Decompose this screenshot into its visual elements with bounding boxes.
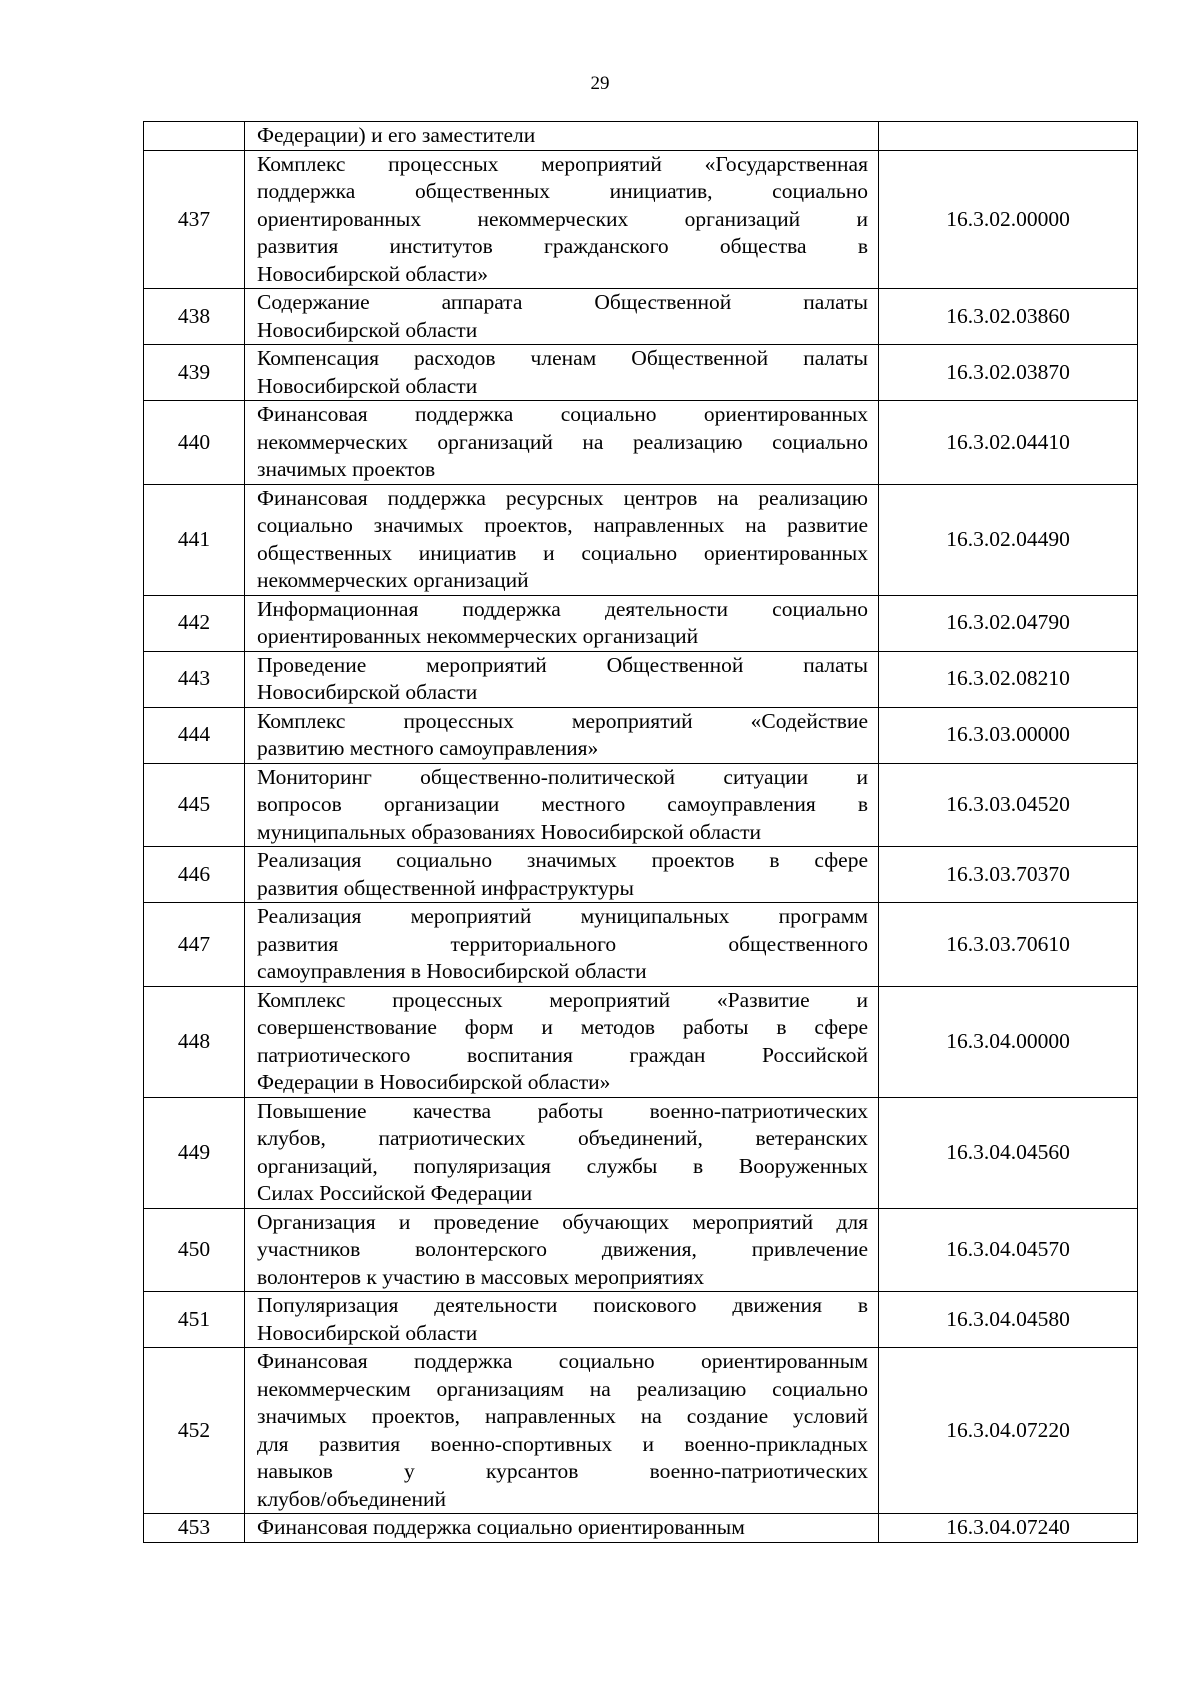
item-name-cell <box>245 651 879 707</box>
item-name-line: Реализация социально значимых проектов в сфере <box>257 848 868 872</box>
item-name-line: Новосибирской области <box>257 317 478 342</box>
row-number-cell: 447 <box>144 903 245 987</box>
item-name-line: Новосибирской области» <box>257 261 488 286</box>
table-row <box>144 651 1138 707</box>
row-number-cell: 446 <box>144 847 245 903</box>
table-row <box>144 289 1138 345</box>
item-name-line: Мониторинг общественно-политической ситуации и <box>257 764 868 789</box>
table-row <box>144 484 1138 595</box>
item-name-cell <box>245 122 879 151</box>
item-name-cell <box>245 401 879 485</box>
item-name-cell <box>245 484 879 595</box>
item-name-line: навыков у курсантов военно-патриотических <box>257 1459 868 1483</box>
row-number-cell: 445 <box>144 763 245 847</box>
item-name-line: совершенствование форм и методов работы в сфере <box>257 1015 868 1039</box>
item-name-line: Федерации) и его заместители <box>257 123 536 147</box>
budget-code-cell: 16.3.02.04490 <box>879 484 1138 595</box>
item-name-line: самоуправления в Новосибирской области <box>257 959 647 983</box>
budget-code-cell: 16.3.04.00000 <box>879 986 1138 1097</box>
item-name-line: муниципальных образованиях Новосибирской области <box>257 819 761 844</box>
item-name-line: Финансовая поддержка ресурсных центров на реализацию <box>257 485 868 510</box>
row-number-cell: 442 <box>144 595 245 651</box>
budget-code-cell: 16.3.02.00000 <box>879 150 1138 289</box>
item-name-line: некоммерческим организациям на реализацию социально <box>257 1376 868 1401</box>
item-name-line: Комплекс процессных мероприятий «Развитие и <box>257 987 868 1012</box>
row-number-cell <box>144 122 245 151</box>
item-name-line: Финансовая поддержка социально ориентированным <box>257 1515 745 1539</box>
table-row <box>144 122 1138 151</box>
budget-code-cell: 16.3.03.70610 <box>879 903 1138 987</box>
page-number: 29 <box>590 73 610 94</box>
row-number-cell: 444 <box>144 707 245 763</box>
row-number-cell: 452 <box>144 1348 245 1514</box>
budget-code-cell: 16.3.02.08210 <box>879 651 1138 707</box>
item-name-line: Популяризация деятельности поискового движения в <box>257 1293 868 1317</box>
table-row <box>144 345 1138 401</box>
item-name-cell <box>245 595 879 651</box>
item-name-line: Финансовая поддержка социально ориентированным <box>257 1349 868 1373</box>
table-row <box>144 401 1138 485</box>
item-name-line: Реализация мероприятий муниципальных программ <box>257 904 868 928</box>
table-row <box>144 763 1138 847</box>
item-name-line: значимых проектов, направленных на создание условий <box>257 1404 868 1428</box>
item-name-line: клубов/объединений <box>257 1486 446 1511</box>
item-name-line: Новосибирской области <box>257 1320 478 1345</box>
item-name-cell <box>245 345 879 401</box>
row-number-cell: 440 <box>144 401 245 485</box>
item-name-cell <box>245 1514 879 1543</box>
item-name-cell <box>245 1097 879 1208</box>
table-row <box>144 1348 1138 1514</box>
item-name-line: клубов, патриотических объединений, ветеранских <box>257 1126 868 1150</box>
item-name-line: Комплекс процессных мероприятий «Содействие <box>257 708 868 733</box>
table-row <box>144 1097 1138 1208</box>
item-name-line: развитию местного самоуправления» <box>257 736 599 760</box>
table-row <box>144 1208 1138 1292</box>
budget-code-cell: 16.3.03.04520 <box>879 763 1138 847</box>
item-name-line: Комплекс процессных мероприятий «Государственная <box>257 151 868 176</box>
item-name-line: развития общественной инфраструктуры <box>257 875 634 900</box>
item-name-line: Новосибирской области <box>257 680 478 704</box>
budget-code-cell: 16.3.04.04570 <box>879 1208 1138 1292</box>
item-name-line: организаций, популяризация службы в Вооруженных <box>257 1153 868 1178</box>
item-name-line: социально значимых проектов, направленных на развитие <box>257 513 868 537</box>
item-name-line: Проведение мероприятий Общественной палаты <box>257 652 868 677</box>
item-name-line: вопросов организации местного самоуправления в <box>257 792 868 816</box>
item-name-cell <box>245 847 879 903</box>
budget-code-cell: 16.3.03.70370 <box>879 847 1138 903</box>
budget-code-cell: 16.3.04.07240 <box>879 1514 1138 1543</box>
item-name-line: Финансовая поддержка социально ориентированных <box>257 402 868 426</box>
budget-code-cell: 16.3.02.04410 <box>879 401 1138 485</box>
item-name-line: Информационная поддержка деятельности социально <box>257 596 868 621</box>
item-name-line: Силах Российской Федерации <box>257 1181 533 1205</box>
budget-code-cell: 16.3.04.07220 <box>879 1348 1138 1514</box>
item-name-line: некоммерческих организаций на реализацию социально <box>257 429 868 454</box>
budget-code-cell <box>879 122 1138 151</box>
row-number-cell: 441 <box>144 484 245 595</box>
row-number-cell: 448 <box>144 986 245 1097</box>
row-number-cell: 451 <box>144 1292 245 1348</box>
item-name-line: общественных инициатив и социально ориентированных <box>257 540 868 565</box>
item-name-line: Новосибирской области <box>257 373 478 398</box>
item-name-cell <box>245 289 879 345</box>
row-number-cell: 439 <box>144 345 245 401</box>
item-name-cell <box>245 763 879 847</box>
item-name-line: поддержка общественных инициатив, социально <box>257 179 868 203</box>
budget-code-cell: 16.3.03.00000 <box>879 707 1138 763</box>
item-name-cell <box>245 1208 879 1292</box>
item-name-line: участников волонтерского движения, привлечение <box>257 1237 868 1261</box>
table-row <box>144 1292 1138 1348</box>
item-name-line: Повышение качества работы военно-патриотических <box>257 1098 868 1123</box>
row-number-cell: 443 <box>144 651 245 707</box>
item-name-line: патриотического воспитания граждан Российской <box>257 1042 868 1067</box>
item-name-cell <box>245 1348 879 1514</box>
budget-code-cell: 16.3.02.03870 <box>879 345 1138 401</box>
item-name-cell <box>245 707 879 763</box>
item-name-line: волонтеров к участию в массовых мероприятиях <box>257 1264 705 1289</box>
budget-code-cell: 16.3.02.03860 <box>879 289 1138 345</box>
row-number-cell: 438 <box>144 289 245 345</box>
row-number-cell: 437 <box>144 150 245 289</box>
item-name-line: развития институтов гражданского общества в <box>257 234 868 258</box>
table-row <box>144 150 1138 289</box>
table-row <box>144 595 1138 651</box>
item-name-line: ориентированных некоммерческих организаций и <box>257 206 868 231</box>
row-number-cell: 450 <box>144 1208 245 1292</box>
budget-code-cell: 16.3.02.04790 <box>879 595 1138 651</box>
table-row <box>144 707 1138 763</box>
item-name-line: развития территориального общественного <box>257 931 868 956</box>
table-body <box>144 122 1138 1543</box>
item-name-line: Организация и проведение обучающих мероприятий для <box>257 1209 868 1234</box>
budget-code-table <box>143 121 1138 1543</box>
table-row <box>144 903 1138 987</box>
table-row <box>144 1514 1138 1543</box>
item-name-line: Компенсация расходов членам Общественной палаты <box>257 346 868 370</box>
table-row <box>144 847 1138 903</box>
item-name-line: для развития военно-спортивных и военно-прикладных <box>257 1431 868 1456</box>
item-name-cell <box>245 1292 879 1348</box>
item-name-cell <box>245 903 879 987</box>
item-name-line: некоммерческих организаций <box>257 568 529 592</box>
row-number-cell: 453 <box>144 1514 245 1543</box>
item-name-cell <box>245 150 879 289</box>
item-name-cell <box>245 986 879 1097</box>
table-row <box>144 986 1138 1097</box>
item-name-line: значимых проектов <box>257 457 436 481</box>
row-number-cell: 449 <box>144 1097 245 1208</box>
item-name-line: ориентированных некоммерческих организаций <box>257 624 699 648</box>
budget-code-cell: 16.3.04.04560 <box>879 1097 1138 1208</box>
budget-code-cell: 16.3.04.04580 <box>879 1292 1138 1348</box>
item-name-line: Федерации в Новосибирской области» <box>257 1070 611 1094</box>
item-name-line: Содержание аппарата Общественной палаты <box>257 290 868 314</box>
